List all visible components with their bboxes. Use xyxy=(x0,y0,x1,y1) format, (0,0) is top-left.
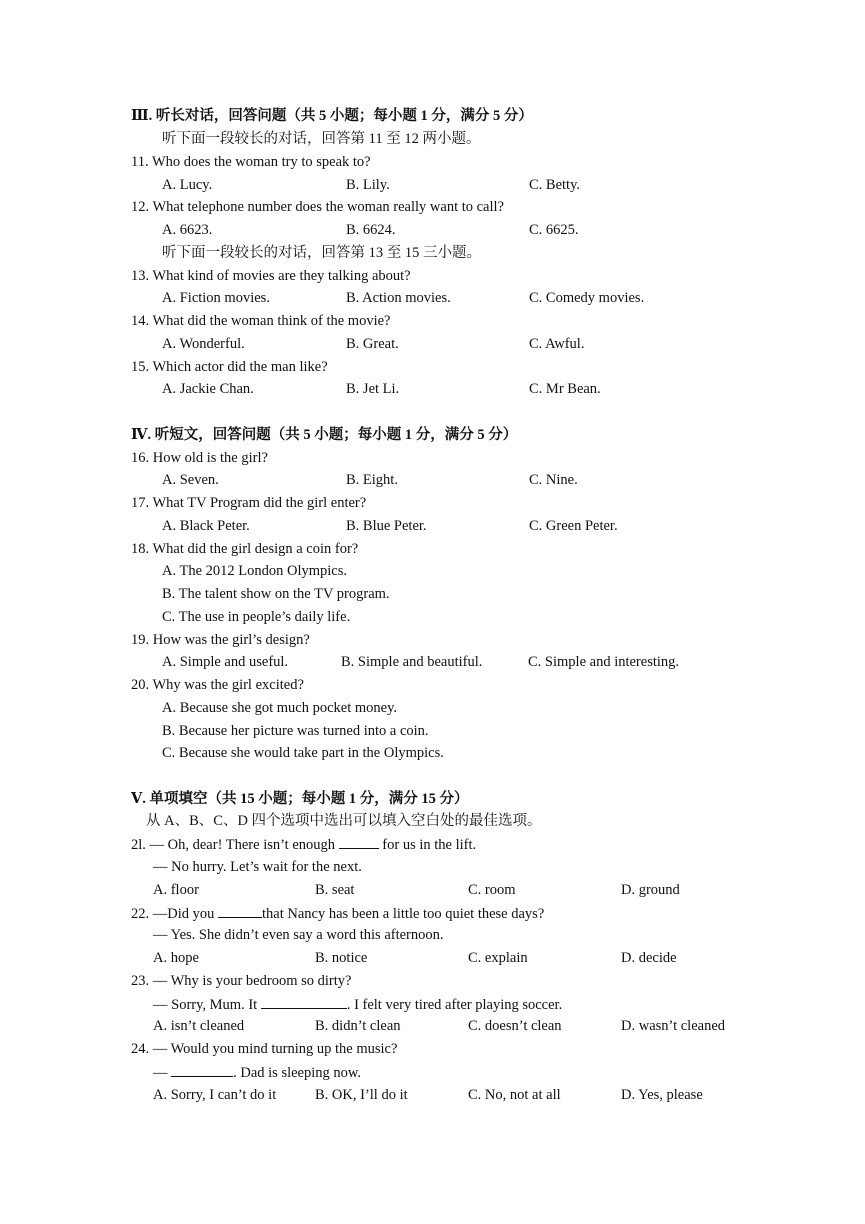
answer-blank xyxy=(261,994,347,1009)
question-24-line-2 xyxy=(153,1062,361,1082)
q13-option-b: B. Action movies. xyxy=(346,290,451,306)
q23-option-a: A. isn’t cleaned xyxy=(153,1018,245,1034)
q13-option-a: A. Fiction movies. xyxy=(162,290,270,306)
q22-option-d: D. decide xyxy=(621,950,677,966)
q15-option-c: C. Mr Bean. xyxy=(529,381,601,397)
q18-option-b: B. The talent show on the TV program. xyxy=(162,586,390,602)
question-22-line-1 xyxy=(131,903,544,923)
q14-option-a: A. Wonderful. xyxy=(162,336,245,352)
question-22-line-2: — Yes. She didn’t even say a word this afternoon. xyxy=(153,927,444,943)
q24-option-b: B. OK, I’ll do it xyxy=(315,1087,408,1103)
question-23-line-2 xyxy=(153,994,562,1014)
question-23-line-1: 23. — Why is your bedroom so dirty? xyxy=(131,973,352,989)
q20-option-c: C. Because she would take part in the Olympics. xyxy=(162,745,444,761)
q24-option-d: D. Yes, please xyxy=(621,1087,703,1103)
q19-option-c: C. Simple and interesting. xyxy=(528,654,680,670)
answer-blank xyxy=(171,1062,233,1077)
q22-text-before-blank: 22. —Did you xyxy=(131,906,215,922)
section-3-intro-1: 听下面一段较长的对话，回答第 11 至 12 两小题。 xyxy=(162,131,481,147)
section-3-heading: Ⅲ. 听长对话，回答问题（共 5 小题；每小题 1 分，满分 5 分） xyxy=(131,108,533,124)
question-16: 16. How old is the girl? xyxy=(131,450,268,466)
q22-option-c: C. explain xyxy=(468,950,528,966)
q11-option-c: C. Betty. xyxy=(529,177,581,193)
q18-option-a: A. The 2012 London Olympics. xyxy=(162,563,347,579)
q15-option-a: A. Jackie Chan. xyxy=(162,381,254,397)
q12-option-c: C. 6625. xyxy=(529,222,579,238)
q11-option-b: B. Lily. xyxy=(346,177,390,193)
q16-option-a: A. Seven. xyxy=(162,472,219,488)
section-5-intro: 从 A、B、C、D 四个选项中选出可以填入空白处的最佳选项。 xyxy=(146,813,542,829)
q16-option-c: C. Nine. xyxy=(529,472,578,488)
question-24-line-1: 24. — Would you mind turning up the music? xyxy=(131,1041,398,1057)
q21-text-after-blank: for us in the lift. xyxy=(382,837,477,853)
q15-option-b: B. Jet Li. xyxy=(346,381,400,397)
q21-option-c: C. room xyxy=(468,882,516,898)
q23-option-c: C. doesn’t clean xyxy=(468,1018,562,1034)
question-18: 18. What did the girl design a coin for? xyxy=(131,541,359,557)
q21-option-a: A. floor xyxy=(153,882,199,898)
question-14: 14. What did the woman think of the movie? xyxy=(131,313,391,329)
q17-option-a: A. Black Peter. xyxy=(162,518,250,534)
q21-option-d: D. ground xyxy=(621,882,680,898)
q17-option-c: C. Green Peter. xyxy=(529,518,618,534)
q24-text-before-blank: — xyxy=(153,1065,168,1081)
q21-text-before-blank: 2l. — Oh, dear! There isn’t enough xyxy=(131,837,336,853)
q23-text-before-blank: — Sorry, Mum. It xyxy=(153,997,258,1013)
q24-option-a: A. Sorry, I can’t do it xyxy=(153,1087,277,1103)
question-19: 19. How was the girl’s design? xyxy=(131,632,310,648)
q14-option-b: B. Great. xyxy=(346,336,399,352)
question-20: 20. Why was the girl excited? xyxy=(131,677,304,693)
q11-option-a: A. Lucy. xyxy=(162,177,213,193)
q13-option-c: C. Comedy movies. xyxy=(529,290,645,306)
section-5-heading: Ⅴ. 单项填空（共 15 小题；每小题 1 分，满分 15 分） xyxy=(131,791,469,807)
q19-option-b: B. Simple and beautiful. xyxy=(341,654,483,670)
q23-option-b: B. didn’t clean xyxy=(315,1018,401,1034)
question-15: 15. Which actor did the man like? xyxy=(131,359,328,375)
question-21-line-1 xyxy=(131,834,476,854)
q12-option-b: B. 6624. xyxy=(346,222,396,238)
q17-option-b: B. Blue Peter. xyxy=(346,518,427,534)
q20-option-b: B. Because her picture was turned into a coin. xyxy=(162,723,429,739)
q12-option-a: A. 6623. xyxy=(162,222,213,238)
question-12: 12. What telephone number does the woman really want to call? xyxy=(131,199,504,215)
q22-option-b: B. notice xyxy=(315,950,368,966)
q22-option-a: A. hope xyxy=(153,950,199,966)
q23-option-d: D. wasn’t cleaned xyxy=(621,1018,726,1034)
q20-option-a: A. Because she got much pocket money. xyxy=(162,700,398,716)
answer-blank xyxy=(339,834,379,849)
question-11: 11. Who does the woman try to speak to? xyxy=(131,154,371,170)
q18-option-c: C. The use in people’s daily life. xyxy=(162,609,351,625)
q16-option-b: B. Eight. xyxy=(346,472,398,488)
q19-option-a: A. Simple and useful. xyxy=(162,654,289,670)
section-3-intro-2: 听下面一段较长的对话，回答第 13 至 15 三小题。 xyxy=(162,245,481,261)
question-17: 17. What TV Program did the girl enter? xyxy=(131,495,367,511)
section-4-heading: Ⅳ. 听短文，回答问题（共 5 小题；每小题 1 分，满分 5 分） xyxy=(131,427,518,443)
q24-option-c: C. No, not at all xyxy=(468,1087,561,1103)
q24-text-after-blank: . Dad is sleeping now. xyxy=(233,1065,362,1081)
question-13: 13. What kind of movies are they talking about? xyxy=(131,268,411,284)
q23-text-after-blank: . I felt very tired after playing soccer. xyxy=(346,997,563,1013)
q21-option-b: B. seat xyxy=(315,882,355,898)
question-21-line-2: — No hurry. Let’s wait for the next. xyxy=(153,859,362,875)
answer-blank xyxy=(218,903,262,918)
q14-option-c: C. Awful. xyxy=(529,336,585,352)
q22-text-after-blank: that Nancy has been a little too quiet these days? xyxy=(262,906,545,922)
